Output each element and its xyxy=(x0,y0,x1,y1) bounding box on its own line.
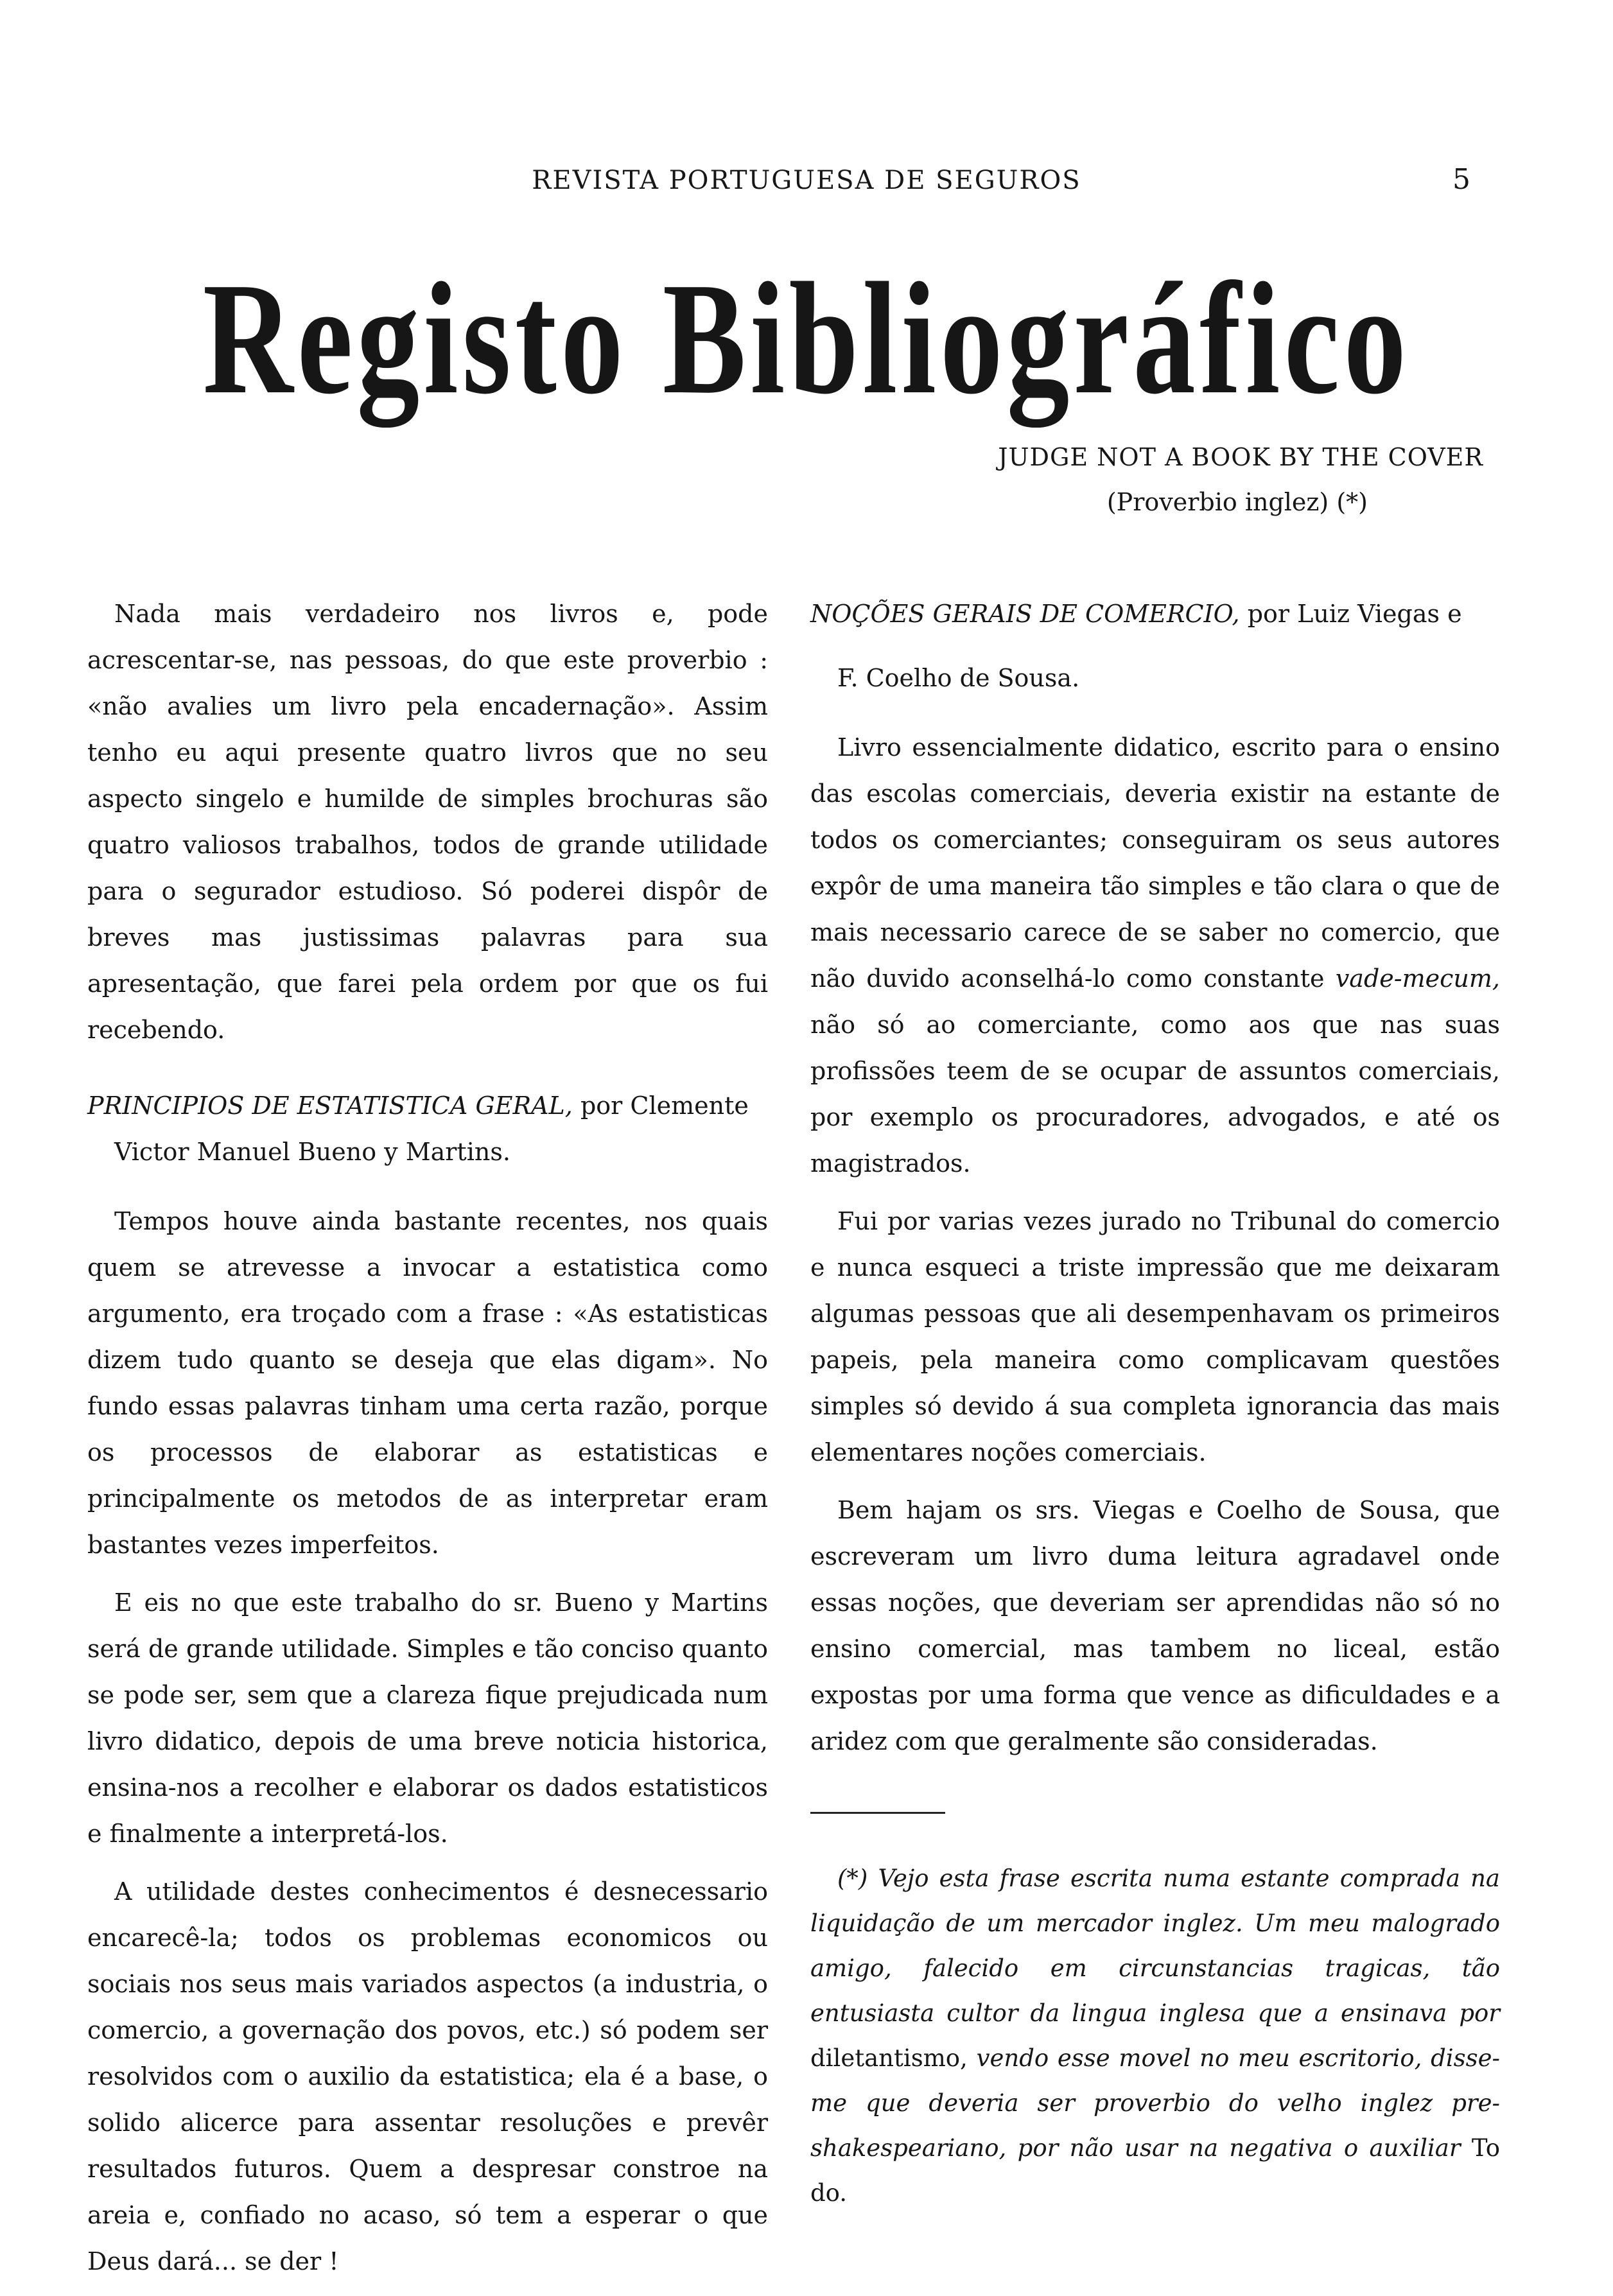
right-column xyxy=(810,591,1500,2227)
book-title: NOÇÕES GERAIS DE COMERCIO, xyxy=(810,600,1240,628)
book-author: Victor Manuel Bueno y Martins. xyxy=(114,1138,510,1166)
book-author: F. Coelho de Sousa. xyxy=(837,664,1080,692)
footnote-text: diletantismo, xyxy=(810,2044,968,2072)
paragraph: E eis no que este trabalho do sr. Bueno y Martins será de grande utilidade. Simples e tão conciso quanto se pode ser, sem que a clareza fique prejudicada num livro didatico, depois de uma breve noticia historica, ensina-nos a recolher e elaborar os dados estatisticos e finalmente a interpretá-los. xyxy=(87,1588,768,1848)
paragraph: Tempos houve ainda bastante recentes, nos quais quem se atrevesse a invocar a estatistica como argumento, era troçado com a frase : «As estatisticas dizem tudo quanto se deseja que elas digam». No fundo essas palavras tinham uma certa razão, porque os processos de elaborar as estatisticas e principalmente os metodos de as interpretar eram bastantes vezes imperfeitos. xyxy=(87,1207,768,1559)
epigraph-quote: JUDGE NOT A BOOK BY THE COVER xyxy=(998,443,1483,471)
footnote-divider xyxy=(810,1812,945,1814)
footnote-text: (*) Vejo esta frase escrita numa estante comprada na liquidação de um mercador inglez. Um meu malogrado amigo, falecido em circunstancias tragicas, tão entusiasta cultor da lingua inglesa que a ensinava por xyxy=(810,1865,1500,2027)
paragraph: A utilidade destes conhecimentos é desnecessario encarecê-la; todos os problemas economicos ou sociais nos seus mais variados aspectos (a industria, o comercio, a governação dos povos, etc.) só podem ser resolvidos com o auxilio da estatistica; ela é a base, o solido alicerce para assentar resoluções e prevêr resultados futuros. Quem a despresar constroe na areia e, confiado no acaso, só tem a esperar o que Deus dará... se der ! xyxy=(87,1877,768,2275)
page-title: Registo Bibliográfico xyxy=(202,250,1411,428)
book-author-prefix: por Clemente xyxy=(572,1091,749,1120)
footnote xyxy=(810,1856,1500,2216)
book-title: PRINCIPIOS DE ESTATISTICA GERAL, xyxy=(87,1091,573,1120)
paragraph-text: Livro essencialmente didatico, escrito para o ensino das escolas comerciais, deveria existir na estante de todos os comerciantes; conseguiram os seus autores expôr de uma maneira tão simples e tão clara o que de mais necessario carece de se saber no comercio, que não duvido aconselhá-lo como constante xyxy=(810,733,1500,993)
footnote-text: vendo esse movel no meu escritorio, disse-me que deveria ser proverbio do velho inglez pre-shakespeariano, por não usar na negativa o auxiliar xyxy=(810,2044,1500,2162)
emphasis-text: vade-mecum, xyxy=(1335,964,1500,993)
paragraph: Bem hajam os srs. Viegas e Coelho de Sousa, que escreveram um livro duma leitura agradavel onde essas noções, que deveriam ser aprendidas não só no ensino comercial, mas tambem no liceal, estão expostas por uma forma que vence as dificuldades e a aridez com que geralmente são consideradas. xyxy=(810,1496,1500,1755)
intro-paragraph: Nada mais verdadeiro nos livros e, pode acrescentar-se, nas pessoas, do que este proverbio : «não avalies um livro pela encadernação». Assim tenho eu aqui presente quatro livros que no seu aspecto singelo e humilde de simples brochuras são quatro valiosos trabalhos, todos de grande utilidade para o segurador estudioso. Só poderei dispôr de breves mas justissimas palavras para sua apresentação, que farei pela ordem por que os fui recebendo. xyxy=(87,600,768,1044)
paragraph-text: não só ao comerciante, como aos que nas suas profissões teem de se ocupar de assuntos comerciais, por exemplo os procuradores, advogados, e até os magistrados. xyxy=(810,1011,1500,1178)
left-column xyxy=(87,591,768,2296)
paragraph xyxy=(810,724,1500,1187)
book-heading-estatistica xyxy=(87,1083,768,1175)
epigraph xyxy=(822,443,1483,516)
paragraph: Fui por varias vezes jurado no Tribunal do comercio e nunca esqueci a triste impressão que me deixaram algumas pessoas que ali desempenhavam os primeiros papeis, pela maneira como complicavam questões simples só devido á sua completa ignorancia das mais elementares noções comerciais. xyxy=(810,1207,1500,1466)
epigraph-source: (Proverbio inglez) (*) xyxy=(1106,488,1368,516)
book-heading-comercio xyxy=(810,591,1500,701)
footnote-text: To do. xyxy=(810,2134,1500,2207)
running-header: REVISTA PORTUGUESA DE SEGUROS xyxy=(532,166,1081,195)
book-author-prefix: por Luiz Viegas e xyxy=(1239,600,1462,628)
page-number: 5 xyxy=(1452,163,1470,196)
